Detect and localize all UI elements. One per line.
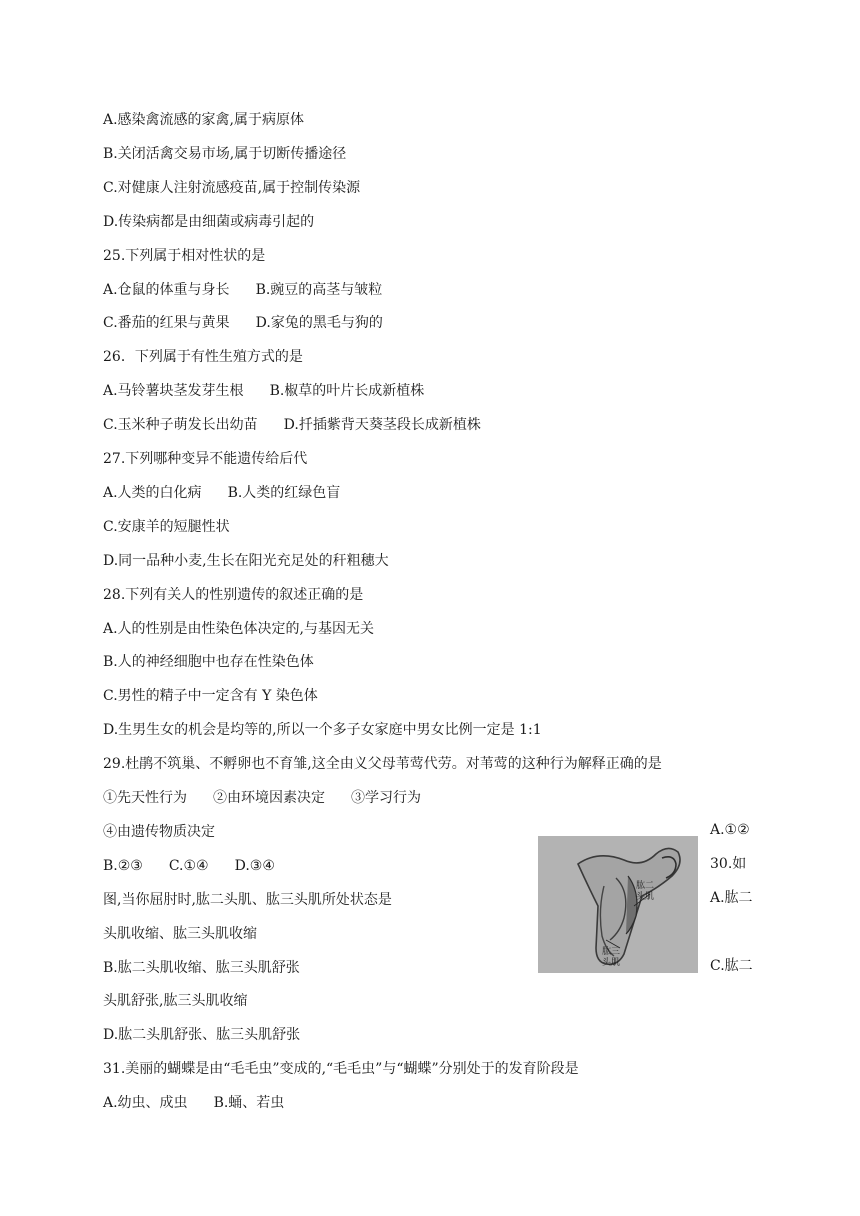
text-segment: ②由环境因素决定 xyxy=(213,790,325,806)
text-segment: C.玉米种子萌发长出幼苗 xyxy=(103,417,258,433)
text-segment: A.人的性别是由性染色体决定的,与基因无关 xyxy=(103,621,375,637)
text-segment: D.传染病都是由细菌或病毒引起的 xyxy=(103,214,315,230)
text-line xyxy=(103,111,304,129)
text-line xyxy=(103,1094,284,1112)
text-line xyxy=(103,213,314,231)
text-segment: A.人类的白化病 xyxy=(103,485,202,501)
text-segment: A.感染禽流感的家禽,属于病原体 xyxy=(103,112,305,128)
text-segment: B.②③ xyxy=(103,858,143,874)
arm-muscle-figure xyxy=(538,836,698,973)
text-line xyxy=(103,484,340,502)
text-line xyxy=(103,620,374,638)
text-line xyxy=(103,857,275,875)
text-line xyxy=(103,1060,579,1078)
text-line xyxy=(103,416,481,434)
text-line xyxy=(103,179,360,197)
text-segment: 31.美丽的蝴蝶是由“毛毛虫”变成的,“毛毛虫”与“蝴蝶”分别处于的发育阶段是 xyxy=(103,1061,579,1077)
text-segment: B.人的神经细胞中也存在性染色体 xyxy=(103,654,314,670)
text-segment: C.安康羊的短腿性状 xyxy=(103,519,230,535)
text-segment: B.肱二头肌收缩、肱三头肌舒张 xyxy=(103,960,300,976)
text-segment: D.生男生女的机会是均等的,所以一个多子女家庭中男女比例一定是 1:1 xyxy=(103,722,542,738)
text-segment: ④由遗传物质决定 xyxy=(103,824,215,840)
text-line xyxy=(103,755,662,773)
text-line xyxy=(103,721,542,739)
text-segment: B.蛹、若虫 xyxy=(213,1095,285,1111)
text-line xyxy=(103,450,307,468)
text-segment: 图,当你屈肘时,肱二头肌、肱三头肌所处状态是 xyxy=(103,892,392,908)
text-line xyxy=(103,891,392,909)
text-segment: 26．下列属于有性生殖方式的是 xyxy=(103,349,303,365)
text-segment: D.家兔的黑毛与狗的 xyxy=(255,315,383,331)
text-segment: 27.下列哪种变异不能遗传给后代 xyxy=(103,451,308,467)
option-a-q29: A.①② xyxy=(710,822,750,838)
text-line xyxy=(103,314,383,332)
text-line xyxy=(103,552,389,570)
question-30-start: 30.如 xyxy=(710,856,747,872)
text-segment: 25.下列属于相对性状的是 xyxy=(103,248,266,264)
text-segment: A.幼虫、成虫 xyxy=(103,1095,188,1111)
text-line xyxy=(103,382,424,400)
text-line xyxy=(103,518,230,536)
text-segment: D.③④ xyxy=(234,858,275,874)
text-segment: D.同一品种小麦,生长在阳光充足处的秆粗穗大 xyxy=(103,553,389,569)
text-line xyxy=(103,925,257,943)
text-segment: C.男性的精子中一定含有 Y 染色体 xyxy=(103,688,318,704)
text-segment: 头肌收缩、肱三头肌收缩 xyxy=(103,926,257,942)
text-segment: 29.杜鹃不筑巢、不孵卵也不育雏,这全由义父母苇莺代劳。对苇莺的这种行为解释正确的是 xyxy=(103,756,662,772)
triceps-label-line1: 肱三 xyxy=(602,947,621,957)
biceps-label-line2: 头肌 xyxy=(636,892,655,902)
text-line xyxy=(103,247,265,265)
text-segment: D.扦插紫背天葵茎段长成新植株 xyxy=(283,417,481,433)
text-segment: B.椒草的叶片长成新植株 xyxy=(269,383,425,399)
text-segment: A.仓鼠的体重与身长 xyxy=(103,282,230,298)
text-line xyxy=(103,348,303,366)
text-line xyxy=(103,586,363,604)
text-line xyxy=(103,145,346,163)
text-segment: ③学习行为 xyxy=(351,790,421,806)
text-segment: C.对健康人注射流感疫苗,属于控制传染源 xyxy=(103,180,361,196)
text-line xyxy=(103,653,314,671)
text-line xyxy=(103,823,215,841)
text-line xyxy=(103,789,421,807)
option-c-q30-start: C.肱二 xyxy=(710,958,753,974)
text-segment: B.关闭活禽交易市场,属于切断传播途径 xyxy=(103,146,347,162)
triceps-label-line2: 头肌 xyxy=(602,958,621,968)
text-segment: C.番茄的红果与黄果 xyxy=(103,315,230,331)
text-segment: 头肌舒张,肱三头肌收缩 xyxy=(103,993,248,1009)
text-segment: A.马铃薯块茎发芽生根 xyxy=(103,383,244,399)
text-segment: B.人类的红绿色盲 xyxy=(227,485,341,501)
text-segment: D.肱二头肌舒张、肱三头肌舒张 xyxy=(103,1027,301,1043)
biceps-label-line1: 肱二 xyxy=(636,881,655,891)
text-segment: ①先天性行为 xyxy=(103,790,187,806)
text-line xyxy=(103,992,247,1010)
text-line xyxy=(103,959,300,977)
option-a-q30-start: A.肱二 xyxy=(710,890,753,906)
text-line xyxy=(103,281,382,299)
text-segment: 28.下列有关人的性别遗传的叙述正确的是 xyxy=(103,587,364,603)
text-segment: B.豌豆的高茎与皱粒 xyxy=(255,282,383,298)
text-segment: C.①④ xyxy=(168,858,209,874)
text-line xyxy=(103,687,318,705)
text-line xyxy=(103,1026,300,1044)
